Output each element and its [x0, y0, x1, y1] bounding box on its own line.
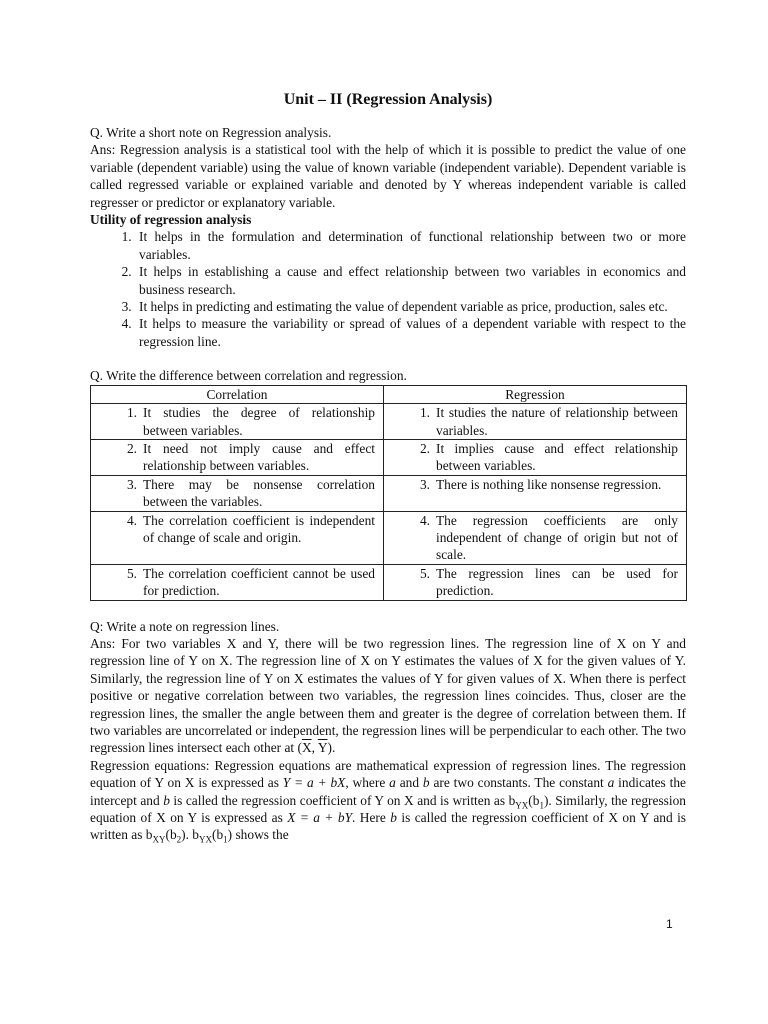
- q2-question: Q. Write the difference between correlation and regression.: [90, 368, 407, 384]
- correlation-cell: It studies the degree of relationship between variables.: [143, 405, 375, 438]
- regression-cell: It studies the nature of relationship between variables.: [436, 405, 678, 438]
- table-row: [91, 564, 687, 600]
- row-number: 1.: [419, 405, 430, 421]
- q3-question: Q: Write a note on regression lines.: [90, 618, 280, 634]
- table-header-row: [91, 385, 687, 403]
- regression-equations-paragraph: Regression equations: Regression equations are mathematical expression of regression lines. The regression equation of Y on X is expressed as Y = a + bX, where a and b are two constants. The constant a indicates the intercept and b is called the regression coefficient of Y on X and is written as $b_{YX}(b_1)$. Similarly, the regression equation of X on Y is expressed as X = a + bY. Here b is called the regression coefficient of X on Y and is written as $b_{XY}(b_2)$. $b_{YX}(b_1)$ shows the: [90, 757, 687, 846]
- column-header-regression: Regression: [384, 385, 687, 403]
- comparison-table: [90, 385, 687, 601]
- regression-cell: It implies cause and effect relationship between variables.: [436, 440, 678, 474]
- q1-answer: Ans: Regression analysis is a statistical tool with the help of which it is possible to predict the value of one variable (dependent variable) using the value of known variable (independent variable). Dependent variable is called regressed variable or explained variable and denoted by Y whereas independent variable is called regresser or predictor or explanatory variable.: [90, 142, 686, 210]
- equation-x-on-y: X = a + bY: [287, 810, 353, 826]
- q3-answer: Ans: For two variables X and Y, there will be two regression lines. The regression line of X on Y and regression line of Y on X. The regression line of X on Y estimates the values of X for the given values of Y. Similarly, the regression line of Y on X estimates the values of Y for given values of X. When there is perfect positive or negative correlation between two variables, the regression lines coincides. Thus, closer are the regression lines, the smaller the angle between them and greater is the degree of correlation between them. If two variables are uncorrelated or independent, the regression lines will be perpendicular to each other. The two regression lines intersect each other at ($\overline{X}$, $\overline{Y}$).: [90, 635, 686, 756]
- row-number: 3.: [419, 476, 430, 492]
- regression-cell: The regression lines can be used for prediction.: [436, 565, 678, 599]
- y-bar-symbol: $\overline{Y}$: [317, 740, 328, 756]
- correlation-cell: There may be nonsense correlation between the variables.: [143, 476, 375, 510]
- equation-y-on-x: Y = a + bX: [282, 775, 346, 791]
- page-number: 1: [666, 917, 673, 931]
- list-item: 2. It helps in establishing a cause and effect relationship between two variables in economics and business research.: [135, 263, 686, 298]
- regression-cell: There is nothing like nonsense regression.: [436, 476, 662, 492]
- row-number: 5.: [126, 565, 137, 581]
- table-row: [91, 511, 687, 564]
- row-number: 2.: [419, 440, 430, 456]
- q1-question: Q. Write a short note on Regression analysis.: [90, 125, 332, 140]
- regression-cell: The regression coefficients are only independent of change of origin but not of scale.: [436, 512, 678, 563]
- list-item: 3. It helps in predicting and estimating the value of dependent variable as price, production, sales etc.: [135, 298, 686, 315]
- correlation-cell: The correlation coefficient cannot be used for prediction.: [143, 565, 375, 599]
- row-number: 4.: [419, 512, 430, 528]
- document-page: [90, 90, 686, 844]
- table-row: [91, 475, 687, 511]
- table-row: [91, 404, 687, 440]
- utility-list: [90, 228, 686, 350]
- row-number: 4.: [126, 512, 137, 528]
- row-number: 3.: [126, 476, 137, 492]
- row-number: 5.: [419, 565, 430, 581]
- page-title: Unit – II (Regression Analysis): [283, 91, 493, 108]
- row-number: 2.: [126, 440, 137, 456]
- correlation-cell: The correlation coefficient is independent of change of scale and origin.: [143, 512, 375, 545]
- table-row: [91, 439, 687, 475]
- row-number: 1.: [126, 405, 137, 421]
- x-bar-symbol: $\overline{X}$: [301, 740, 312, 756]
- list-item: 4. It helps to measure the variability or spread of values of a dependent variable with respect to the regression line.: [135, 315, 686, 350]
- correlation-cell: It need not imply cause and effect relationship between variables.: [143, 440, 375, 474]
- column-header-correlation: Correlation: [91, 385, 384, 403]
- list-item: 1. It helps in the formulation and determination of functional relationship between two or more variables.: [135, 228, 686, 263]
- utility-heading: Utility of regression analysis: [90, 212, 252, 228]
